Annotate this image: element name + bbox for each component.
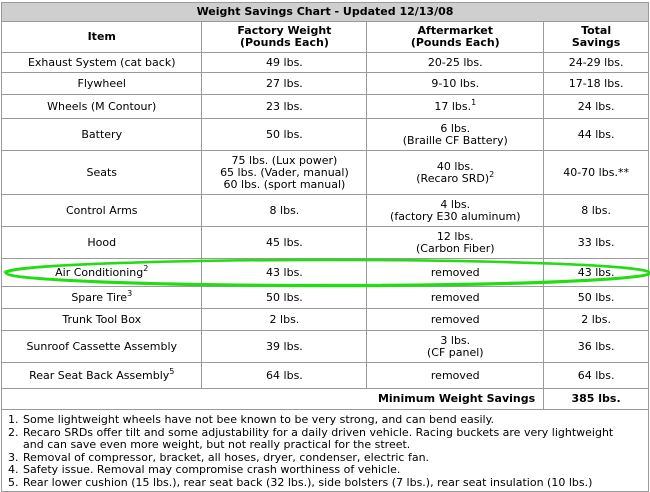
table-body [2, 53, 649, 389]
summary-spacer [2, 389, 367, 410]
cell-aftermarket [367, 331, 544, 363]
aftermarket-line: 40 lbs. [436, 159, 474, 173]
aftermarket-line: (factory E30 aluminum) [390, 209, 521, 223]
cell-factory-weight [202, 119, 367, 151]
cell-item [2, 363, 202, 389]
cell-aftermarket [367, 53, 544, 73]
cell-item [2, 151, 202, 195]
factory-weight-line: 27 lbs. [266, 76, 303, 90]
cell-total-savings: 43 lbs. [544, 259, 649, 287]
cell-aftermarket [367, 151, 544, 195]
cell-total-savings: 24 lbs. [544, 95, 649, 119]
footnote-line: 5. Rear lower cushion (15 lbs.), rear seat back (32 lbs.), side bolsters (7 lbs.), rear seat insulation (10 lbs.) [8, 475, 593, 489]
footnote-line: 1. Some lightweight wheels have not bee known to be very strong, and can bend easily. [8, 413, 495, 426]
item-name: Hood [87, 235, 117, 249]
item-name: Air Conditioning [55, 265, 144, 279]
cell-total-savings: 44 lbs. [544, 119, 649, 151]
table-row [2, 287, 649, 309]
aftermarket-line: 17 lbs. [434, 99, 472, 113]
cell-item [2, 195, 202, 227]
cell-aftermarket [367, 119, 544, 151]
table-row [2, 331, 649, 363]
item-name: Spare Tire [71, 290, 128, 304]
aftermarket-line: 6 lbs. [440, 121, 471, 135]
table-row [2, 309, 649, 331]
factory-weight-line: 39 lbs. [266, 339, 303, 353]
cell-total-savings: 40-70 lbs.** [544, 151, 649, 195]
item-name: Wheels (M Contour) [47, 99, 157, 113]
aftermarket-line: removed [430, 290, 480, 304]
aftermarket-line: 12 lbs. [436, 229, 474, 243]
footnote-ref: 2 [489, 169, 495, 179]
cell-aftermarket [367, 195, 544, 227]
cell-factory-weight [202, 53, 367, 73]
table-row [2, 195, 649, 227]
footnote-line: 4. Safety issue. Removal may compromise crash worthiness of vehicle. [8, 463, 401, 476]
aftermarket-line: (Braille CF Battery) [402, 133, 508, 147]
header-total-savings: Total Savings [544, 22, 649, 53]
cell-item [2, 309, 202, 331]
aftermarket-line: removed [430, 312, 480, 326]
table-row [2, 151, 649, 195]
footnote-line: 2. Recaro SRDs offer tilt and some adjustability for a daily driven vehicle. Racing buckets are very lightweight [8, 425, 614, 439]
header-factory-weight: Factory Weight (Pounds Each) [202, 22, 367, 53]
summary-value: 385 lbs. [544, 389, 649, 410]
aftermarket-line: 9-10 lbs. [431, 76, 480, 90]
weight-savings-table [1, 2, 649, 492]
aftermarket-line: (CF panel) [426, 345, 484, 359]
cell-total-savings: 17-18 lbs. [544, 73, 649, 95]
item-name: Trunk Tool Box [62, 312, 142, 326]
cell-factory-weight [202, 227, 367, 259]
cell-factory-weight [202, 331, 367, 363]
cell-aftermarket [367, 309, 544, 331]
cell-total-savings: 33 lbs. [544, 227, 649, 259]
factory-weight-line: 2 lbs. [269, 312, 300, 326]
cell-item [2, 259, 202, 287]
table-row [2, 227, 649, 259]
cell-total-savings: 64 lbs. [544, 363, 649, 389]
cell-factory-weight [202, 259, 367, 287]
factory-weight-line: 43 lbs. [266, 265, 303, 279]
cell-aftermarket [367, 95, 544, 119]
table-row [2, 95, 649, 119]
aftermarket-line: (Recaro SRD) [416, 171, 490, 185]
item-name: Flywheel [77, 76, 126, 90]
item-name: Battery [81, 127, 123, 141]
table-row [2, 119, 649, 151]
footnotes [2, 410, 649, 492]
cell-total-savings: 2 lbs. [544, 309, 649, 331]
cell-item [2, 227, 202, 259]
cell-item [2, 73, 202, 95]
factory-weight-line: 75 lbs. (Lux power) [231, 153, 338, 167]
footnote-line: and can save even more weight, but not really practical for the street. [23, 438, 411, 451]
cell-total-savings: 36 lbs. [544, 331, 649, 363]
cell-total-savings: 24-29 lbs. [544, 53, 649, 73]
item-name: Rear Seat Back Assembly [29, 368, 170, 382]
factory-weight-line: 50 lbs. [266, 290, 303, 304]
aftermarket-line: 20-25 lbs. [427, 55, 483, 69]
aftermarket-line: 3 lbs. [440, 333, 471, 347]
cell-item [2, 95, 202, 119]
header-item: Item [2, 22, 202, 53]
table-row [2, 53, 649, 73]
footnote-ref: 3 [127, 288, 133, 298]
footnote-ref: 1 [471, 97, 477, 107]
footnote-line: 3. Removal of compressor, bracket, all hoses, dryer, condenser, electric fan. [8, 450, 430, 464]
aftermarket-line: (Carbon Fiber) [415, 241, 495, 255]
aftermarket-line: removed [430, 368, 480, 382]
table-title: Weight Savings Chart - Updated 12/13/08 [2, 3, 649, 22]
factory-weight-line: 8 lbs. [269, 203, 300, 217]
summary-label: Minimum Weight Savings [367, 389, 544, 410]
cell-aftermarket [367, 363, 544, 389]
cell-aftermarket [367, 287, 544, 309]
cell-factory-weight [202, 287, 367, 309]
factory-weight-line: 49 lbs. [266, 55, 303, 69]
table-row [2, 363, 649, 389]
aftermarket-line: 4 lbs. [440, 197, 471, 211]
table-row [2, 259, 649, 287]
cell-factory-weight [202, 151, 367, 195]
cell-factory-weight [202, 363, 367, 389]
factory-weight-line: 45 lbs. [266, 235, 303, 249]
item-name: Exhaust System (cat back) [27, 55, 176, 69]
cell-factory-weight [202, 95, 367, 119]
cell-factory-weight [202, 195, 367, 227]
cell-aftermarket [367, 259, 544, 287]
cell-item [2, 287, 202, 309]
cell-aftermarket [367, 73, 544, 95]
factory-weight-line: 23 lbs. [266, 99, 303, 113]
cell-item [2, 119, 202, 151]
aftermarket-line: removed [430, 265, 480, 279]
footnote-ref: 5 [169, 366, 175, 376]
factory-weight-line: 65 lbs. (Vader, manual) [220, 165, 349, 179]
factory-weight-line: 64 lbs. [266, 368, 303, 382]
factory-weight-line: 60 lbs. (sport manual) [223, 177, 346, 191]
item-name: Sunroof Cassette Assembly [26, 339, 178, 353]
header-aftermarket: Aftermarket (Pounds Each) [367, 22, 544, 53]
cell-item [2, 331, 202, 363]
footnote-ref: 2 [143, 263, 149, 273]
cell-aftermarket [367, 227, 544, 259]
table-row [2, 73, 649, 95]
factory-weight-line: 50 lbs. [266, 127, 303, 141]
cell-item [2, 53, 202, 73]
item-name: Control Arms [65, 203, 138, 217]
cell-factory-weight [202, 309, 367, 331]
cell-factory-weight [202, 73, 367, 95]
item-name: Seats [86, 165, 118, 179]
summary-row [2, 389, 649, 410]
cell-total-savings: 8 lbs. [544, 195, 649, 227]
cell-total-savings: 50 lbs. [544, 287, 649, 309]
